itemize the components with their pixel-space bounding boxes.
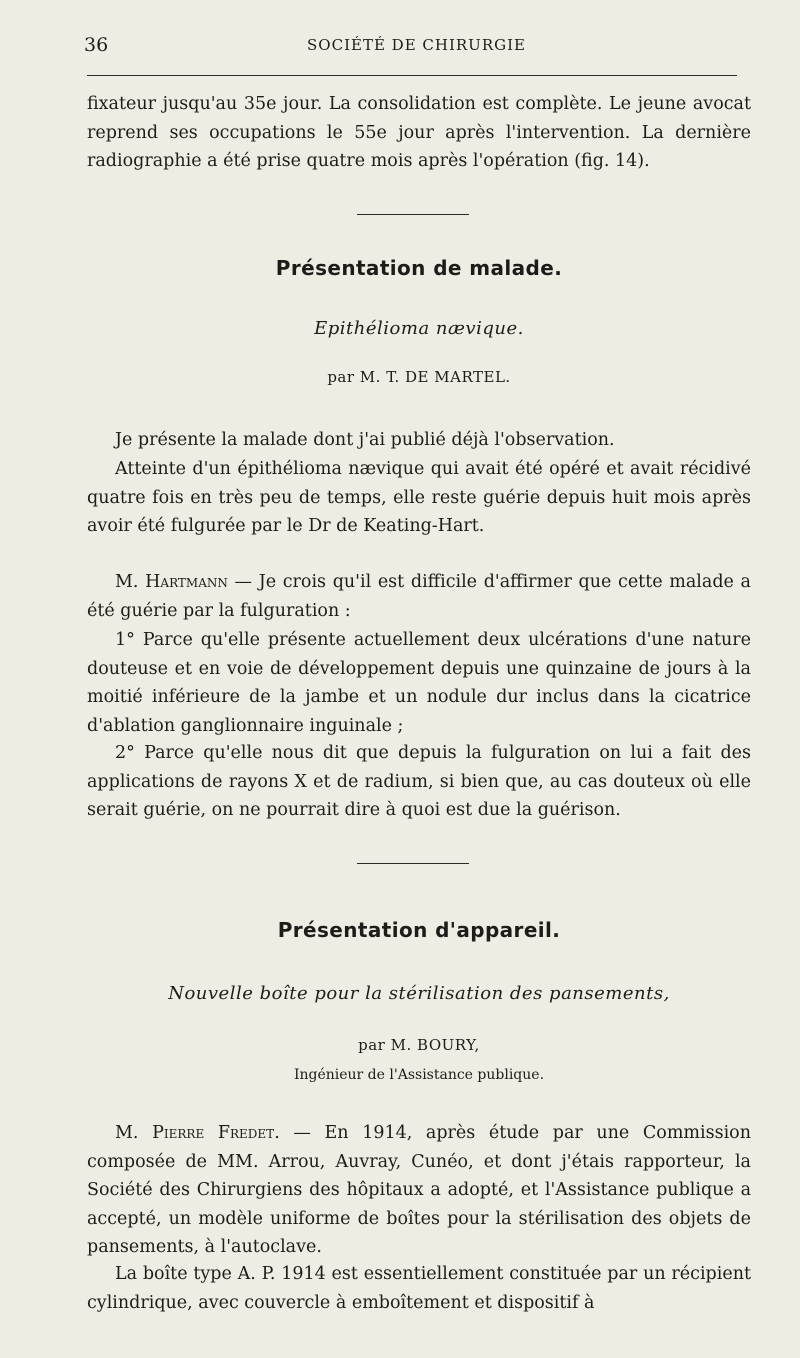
paragraph-malade-1: Je présente la malade dont j'ai publié déjà l'observation.	[115, 430, 615, 450]
header-rule	[87, 75, 737, 76]
section-separator-2	[357, 863, 469, 864]
speaker-title-hartmann: M.	[115, 572, 139, 592]
byline-boury: par M. BOURY,	[358, 1036, 480, 1054]
running-head	[84, 34, 749, 62]
speaker-name-hartmann: Hartmann	[145, 572, 228, 592]
speaker-text-hartmann: — Je crois qu'il est difficile d'affirmer que cette malade a été guérie par la fulguration :	[87, 572, 751, 621]
paragraph-hartmann-point-2: 2° Parce qu'elle nous dit que depuis la fulguration on lui a fait des applications de rayons X et de radium, si bien que, au cas douteux où elle serait guérie, on ne pourrait dire à quoi est due la guérison.	[87, 743, 751, 820]
page-number: 36	[84, 34, 109, 56]
intro-paragraph: fixateur jusqu'au 35e jour. La consolidation est complète. Le jeune avocat reprend ses occupations le 55e jour après l'intervention. La dernière radiographie a été prise quatre mois après l'opération (fig. 14).	[87, 94, 751, 171]
byline-de-martel: par M. T. DE MARTEL.	[327, 368, 511, 386]
paragraph-hartmann-point-1: 1° Parce qu'elle présente actuellement deux ulcérations d'une nature douteuse et en voie de développement depuis une quinzaine de jours à la moitié inférieure de la jambe et un nodule dur inclus dans la cicatrice d'ablation ganglionnaire inguinale ;	[87, 630, 751, 736]
paragraph-hartmann	[87, 568, 751, 625]
section-subtitle-appareil: Nouvelle boîte pour la stérilisation des pansements,	[168, 983, 670, 1004]
paragraph-boite-type: La boîte type A. P. 1914 est essentiellement constituée par un récipient cylindrique, avec couvercle à emboîtement et dispositif à	[87, 1264, 751, 1313]
speaker-title-fredet: M.	[115, 1123, 139, 1143]
affiliation-boury: Ingénieur de l'Assistance publique.	[293, 1067, 545, 1083]
paragraph-fredet	[87, 1119, 751, 1262]
paragraph-malade-2: Atteinte d'un épithélioma nævique qui avait été opéré et avait récidivé quatre fois en très peu de temps, elle reste guérie depuis huit mois après avoir été fulgurée par le Dr de Keating-Hart.	[87, 459, 751, 536]
section-title-appareil: Présentation d'appareil.	[277, 918, 561, 942]
section-title-malade: Présentation de malade.	[275, 256, 563, 280]
section-subtitle-malade: Epithélioma nævique.	[314, 318, 524, 339]
journal-title: SOCIÉTÉ DE CHIRURGIE	[307, 36, 526, 54]
speaker-name-fredet: Pierre Fredet	[152, 1123, 275, 1143]
speaker-text-fredet: . — En 1914, après étude par une Commission composée de MM. Arrou, Auvray, Cunéo, et dont j'étais rapporteur, la Société des Chirurgiens des hôpitaux a adopté, et l'Assistance publique a accepté, un modèle uniforme de boîtes pour la stérilisation des objets de pansements, à l'autoclave.	[87, 1123, 751, 1257]
section-separator-1	[357, 214, 469, 215]
